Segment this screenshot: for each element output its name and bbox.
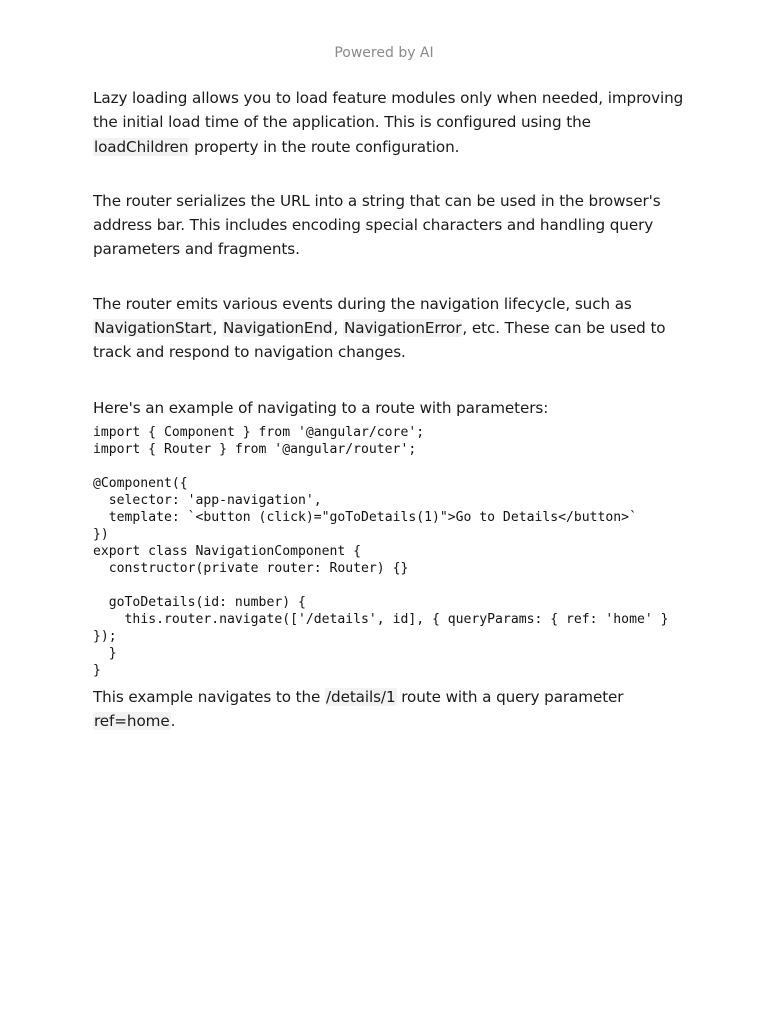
paragraph-text: property in the route configuration. — [189, 137, 460, 156]
code-block: import { Component } from '@angular/core'; import { Router } from '@angular/router'; @Component({ selector: 'app-navigation', template: `<button (click)="goToDetails(1)">Go to Details</button>` }) export class NavigationComponent { constructor(private router: Router) {} goToDetails(id: number) { this.router.navigate(['/details', id], { queryParams: { ref: 'home' } }); } } — [93, 424, 669, 678]
paragraph-router-events — [93, 292, 685, 365]
powered-by-header: Powered by AI — [334, 45, 434, 61]
paragraph-text: The router emits various events during the navigation lifecycle, such as — [93, 294, 632, 313]
paragraph-text: route with a query parameter — [396, 687, 624, 706]
inline-code-details-path: /details/1 — [326, 687, 396, 706]
inline-code-query-param: ref=home — [94, 712, 170, 731]
paragraph-example-explanation — [93, 685, 685, 734]
separator-text: , — [333, 319, 343, 338]
paragraph-text: This example navigates to the — [93, 687, 326, 706]
inline-code-navigationstart: NavigationStart — [94, 319, 212, 338]
paragraph-text: Lazy loading allows you to load feature modules only when needed, improving the initial load time of the application. This is configured using the — [93, 89, 684, 132]
inline-code-navigationerror: NavigationError — [343, 319, 462, 338]
paragraph-text: . — [170, 712, 176, 731]
separator-text: , — [212, 319, 222, 338]
paragraph-example-intro: Here's an example of navigating to a route with parameters: — [93, 398, 549, 417]
paragraph-text: , etc. These can be used to track and respond to navigation changes. — [93, 319, 666, 362]
paragraph-url-serialization: The router serializes the URL into a string that can be used in the browser's address bar. This includes encoding special characters and handling query parameters and fragments. — [93, 191, 661, 259]
inline-code-navigationend: NavigationEnd — [223, 319, 333, 338]
inline-code-loadchildren: loadChildren — [94, 137, 189, 156]
paragraph-lazy-loading — [93, 86, 685, 159]
article-content — [93, 86, 685, 734]
